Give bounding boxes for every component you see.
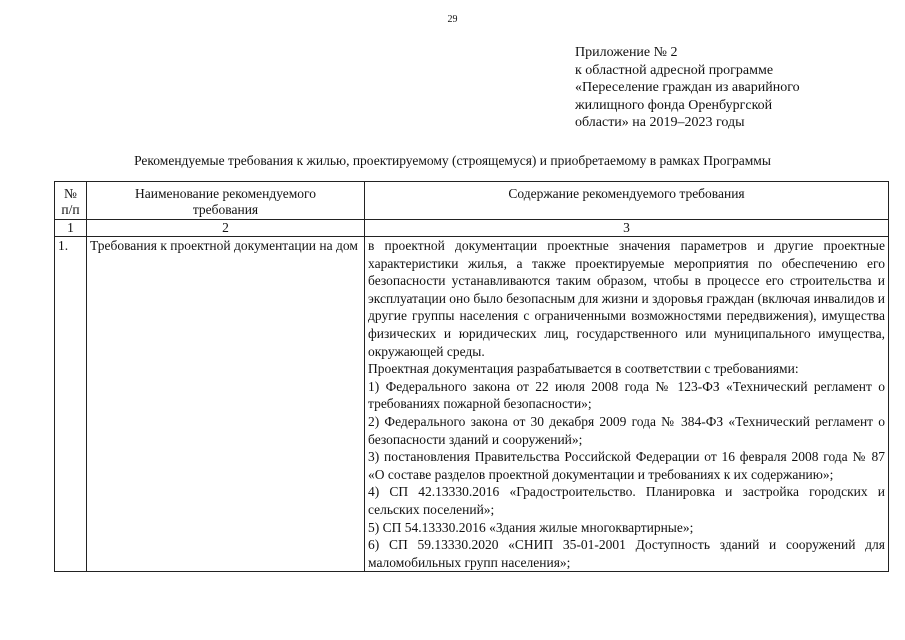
col-number: 2	[87, 220, 365, 237]
appendix-line: к областной адресной программе	[575, 62, 774, 78]
appendix-line: области» на 2019–2023 годы	[575, 115, 745, 130]
appendix-line: «Переселение граждан из аварийного	[575, 80, 800, 95]
content-paragraph: 2) Федерального закона от 30 декабря 2009 года № 384-ФЗ «Технический регламент о безопасности зданий и сооружений»;	[368, 413, 885, 447]
requirement-content	[365, 237, 889, 572]
table-header-row	[55, 182, 889, 220]
header-content: Содержание рекомендуемого требования	[365, 182, 889, 220]
appendix-line: Приложение № 2	[575, 45, 678, 60]
column-number-row	[55, 220, 889, 237]
content-paragraph: 5) СП 54.13330.2016 «Здания жилые многоквартирные»;	[368, 519, 694, 535]
content-paragraph: 3) постановления Правительства Российской Федерации от 16 февраля 2008 года № 87 «О составе разделов проектной документации и требованиях к их содержанию»;	[368, 449, 885, 482]
header-num: № п/п	[55, 182, 87, 220]
content-paragraph: 6) СП 59.13330.2020 «СНИП 35-01-2001 Доступность зданий и сооружений для маломобильных групп населения»;	[368, 537, 885, 570]
content-paragraph: 1) Федерального закона от 22 июля 2008 года № 123-ФЗ «Технический регламент о требованиях пожарной безопасности»;	[368, 378, 885, 412]
content-paragraph: в проектной документации проектные значения параметров и другие проектные характеристики жилья, а также проектируемые мероприятия по обеспечению его безопасности устанавливаются таким образом, чтобы в процессе его строительства и эксплуатации оно было безопасным для жизни и здоровья граждан (включая инвалидов и другие группы населения с ограниченными возможностями передвижения), имущества физических и юридических лиц, государственного или муниципального имущества, окружающей среды.	[368, 238, 885, 359]
row-number: 1.	[55, 237, 87, 572]
document-title: Рекомендуемые требования к жилью, проектируемому (строящемуся) и приобретаемому в рамках Программы	[134, 153, 771, 168]
table-row	[55, 237, 889, 572]
col-number: 1	[55, 220, 87, 237]
requirements-table	[54, 181, 889, 572]
content-paragraph: Проектная документация разрабатывается в соответствии с требованиями:	[368, 361, 799, 377]
col-number: 3	[365, 220, 889, 237]
content-paragraph: 4) СП 42.13330.2016 «Градостроительство. Планировка и застройка городских и сельских поселений»;	[368, 484, 885, 517]
appendix-block	[575, 44, 875, 132]
appendix-line: жилищного фонда Оренбургской	[575, 97, 773, 113]
header-name: Наименование рекомендуемого требования	[87, 182, 365, 220]
requirement-name: Требования к проектной документации на дом	[87, 237, 365, 572]
page-number: 29	[447, 14, 458, 25]
